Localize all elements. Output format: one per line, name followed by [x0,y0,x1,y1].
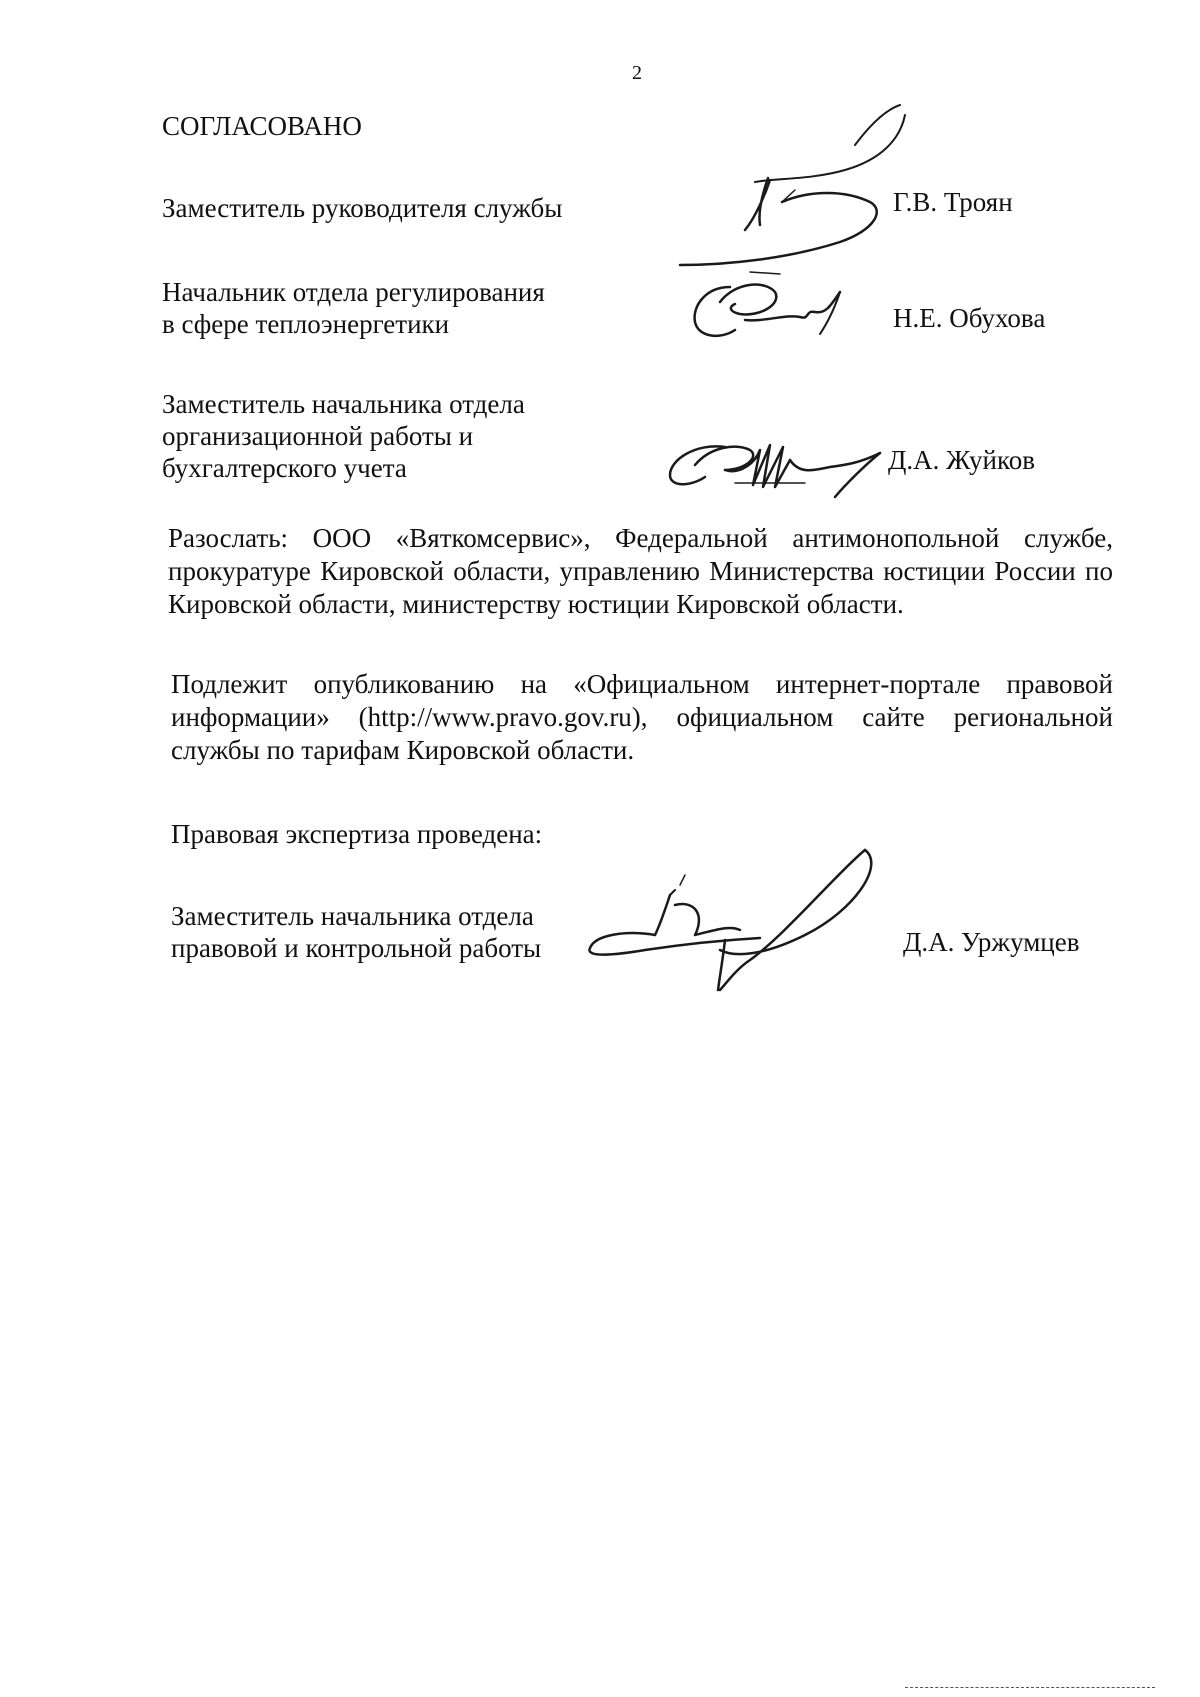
page-number: 2 [632,62,642,84]
footer-line [905,1687,1155,1688]
signatory-3-position-line-1: Заместитель начальника отдела [162,389,525,419]
publication-notice: Подлежит опубликованию на «Официальном интернет-портале правовой информации» (http://www.pravo.gov.ru), официальном сайте региональной службы по тарифам Кировской области. [171,669,1113,765]
signatory-2-position-line-1: Начальник отдела регулирования [162,277,545,307]
distribution-list: Разослать: ООО «Вяткомсервис», Федеральной антимонопольной службе, прокуратуре Кировской области, управлению Министерства юстиции России по Кировской области, министерству юстиции Кировской области. [168,523,1113,619]
signatory-3-position-line-3: бухгалтерского учета [162,453,407,483]
signatory-3-position-line-2: организационной работы и [162,421,474,451]
signatory-1-position-line-1: Заместитель руководителя службы [162,193,563,223]
signature-zhuykov [665,425,905,505]
signatory-1-name: Г.В. Троян [893,187,1013,217]
signature-troyan [670,90,910,280]
approval-heading: СОГЛАСОВАНО [162,111,362,141]
legal-review-position-line-1: Заместитель начальника отдела [171,901,534,931]
signature-obukhova [690,262,860,342]
signatory-3-name: Д.А. Жуйков [888,445,1035,475]
signatory-2-name: Н.Е. Обухова [893,303,1046,333]
signature-urzhumtsev [585,840,885,1000]
legal-review-position-line-2: правовой и контрольной работы [171,933,542,963]
legal-review-heading: Правовая экспертиза проведена: [171,819,543,849]
signatory-2-position-line-2: в сфере теплоэнергетики [162,309,450,339]
legal-review-name: Д.А. Уржумцев [903,927,1080,957]
